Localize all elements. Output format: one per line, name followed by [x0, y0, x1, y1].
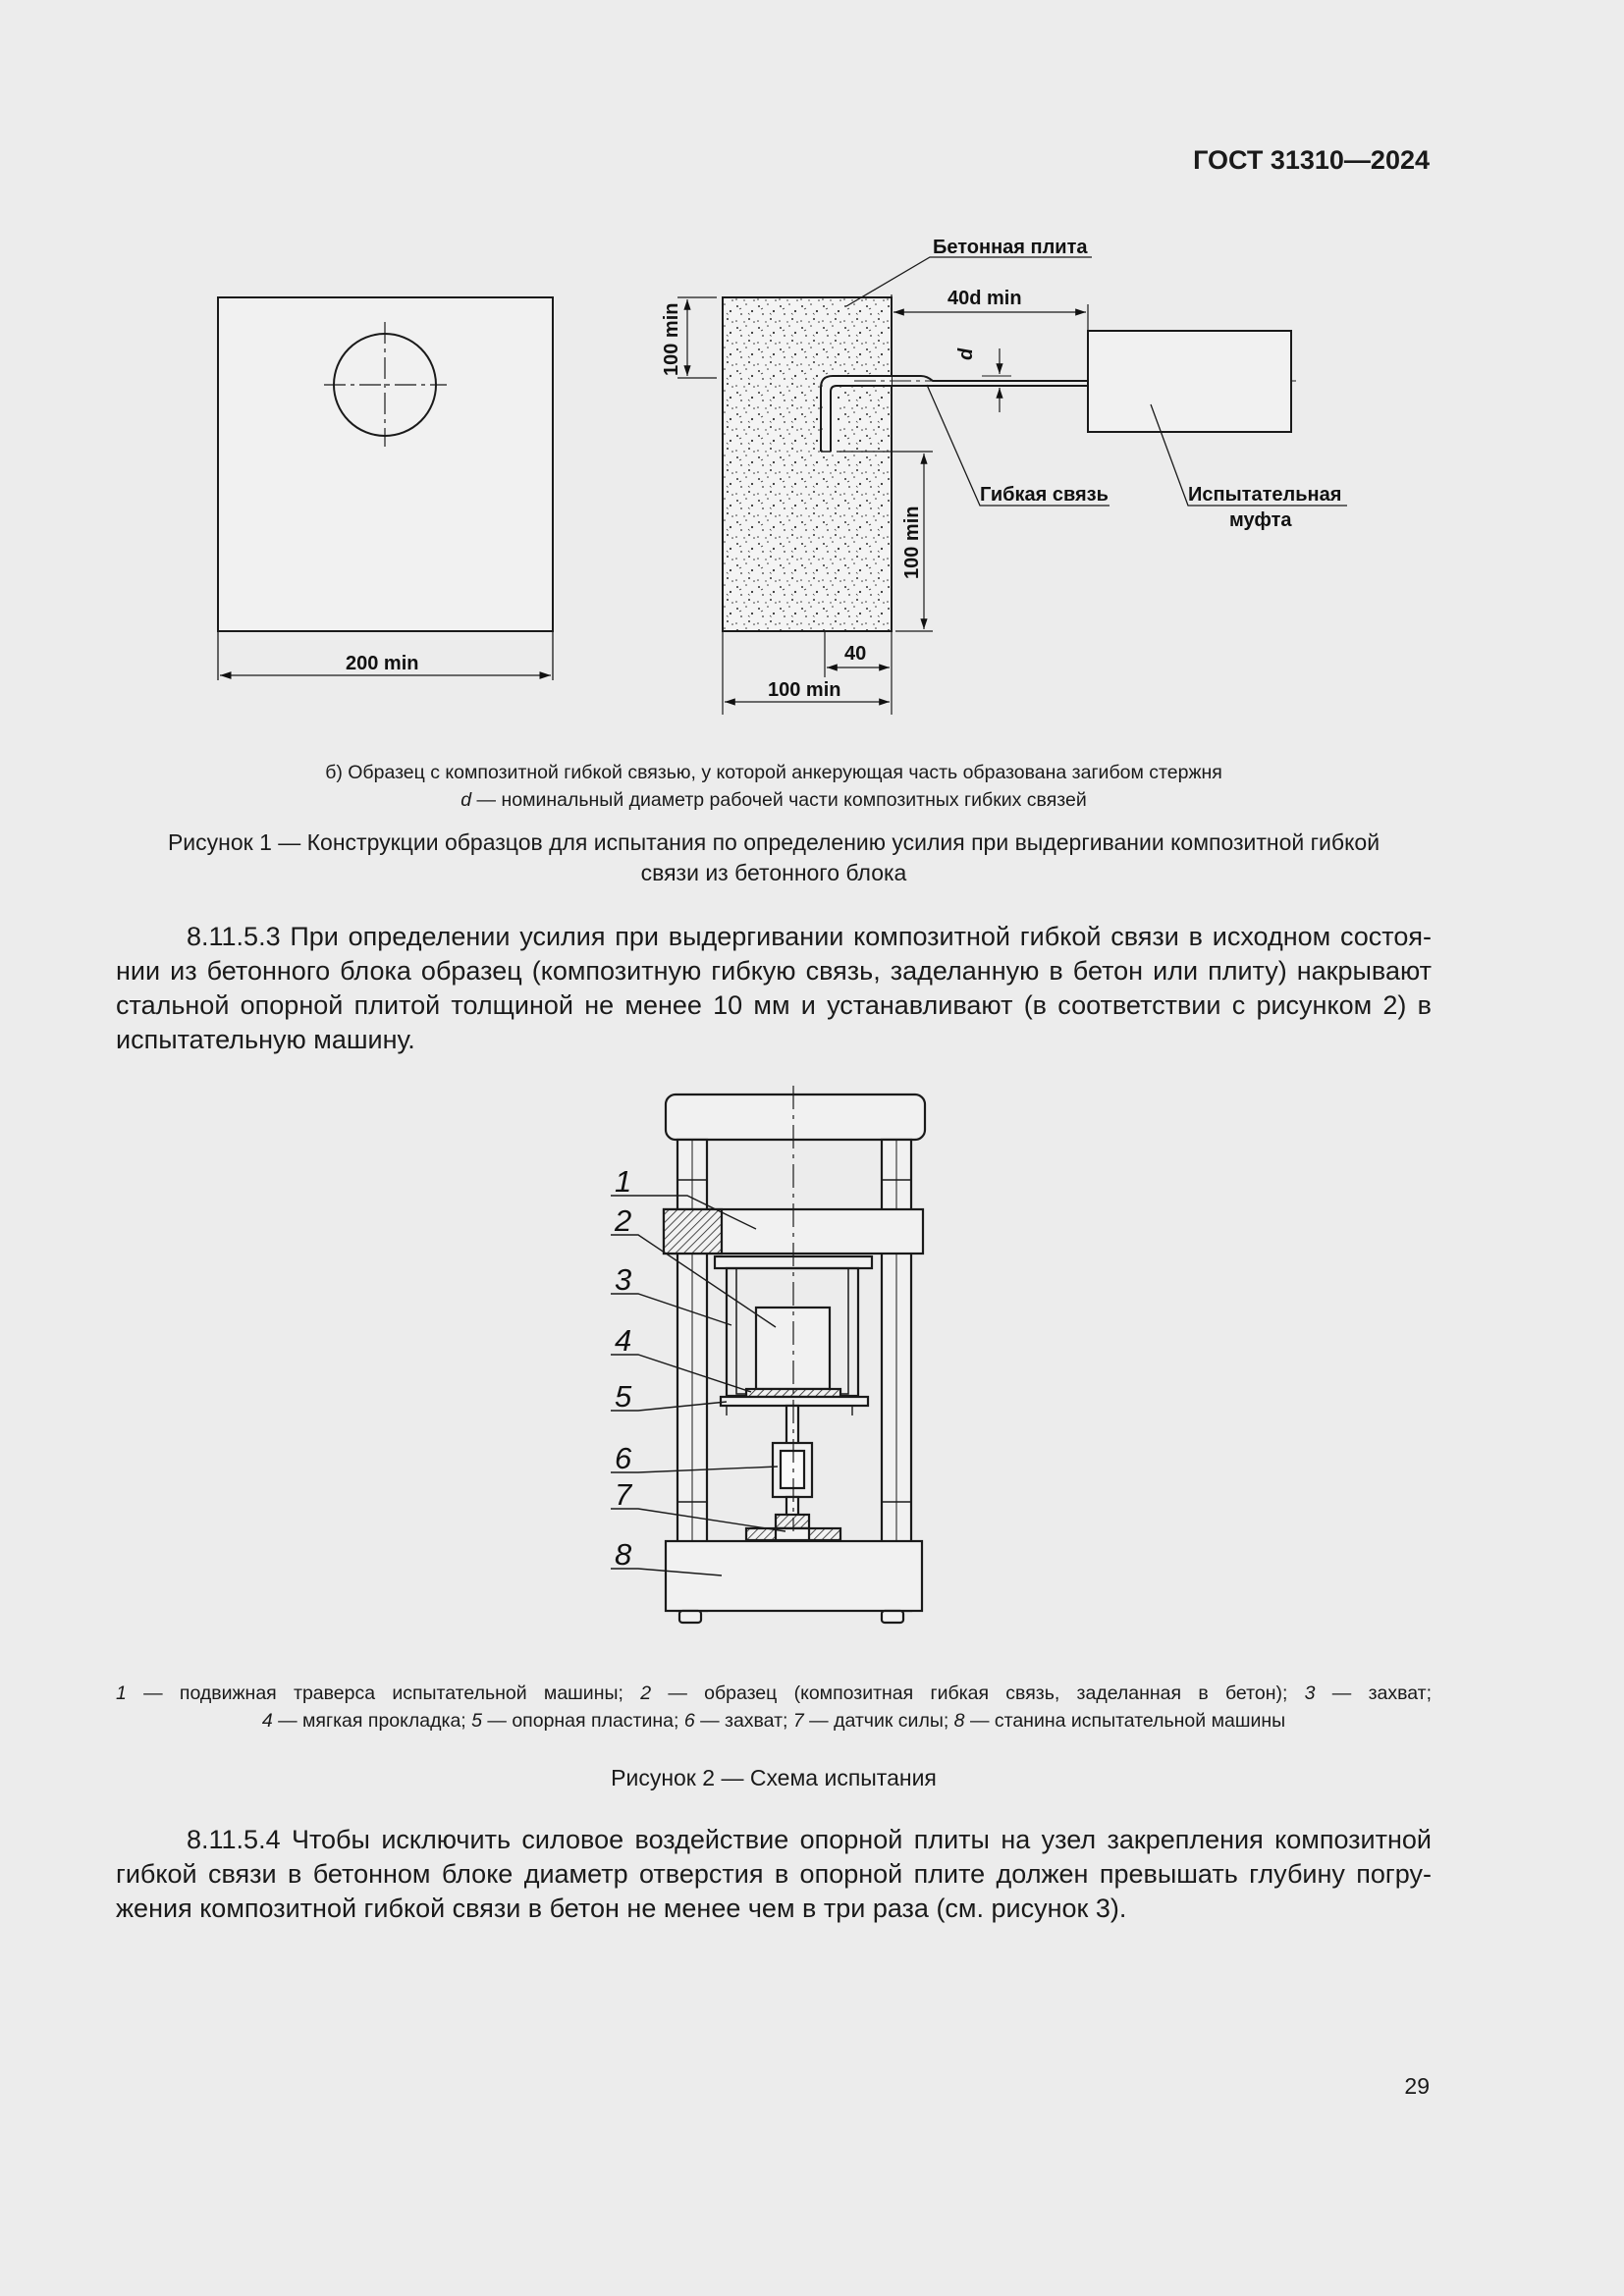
callout-2: 2	[615, 1203, 632, 1238]
dim-200-min: 200 min	[346, 653, 419, 674]
figure-2-title: Рисунок 2 — Схема испытания	[611, 1765, 937, 1790]
legend-num-6: 6	[683, 1710, 695, 1732]
label-flexible-tie: Гибкая связь	[980, 484, 1109, 506]
page-number: 29	[1404, 2073, 1430, 2099]
legend-line-1	[116, 1680, 1432, 1707]
legend-text-3: — захват;	[1315, 1682, 1433, 1704]
legend-text-8: — станина испытательной машины	[964, 1710, 1286, 1732]
standard-header: ГОСТ 31310—2024	[1193, 145, 1430, 175]
legend-num-2: 2	[640, 1682, 652, 1704]
figure-2-legend	[116, 1680, 1432, 1735]
callout-3: 3	[615, 1262, 632, 1297]
legend-num-3: 3	[1304, 1682, 1316, 1704]
callout-5: 5	[615, 1379, 632, 1414]
legend-num-5: 5	[471, 1710, 482, 1732]
paragraph-8-11-5-4-text: 8.11.5.4 Чтобы исключить силовое воздействие опорной плиты на узел закрепления композитной гибкой связи в бетонном блоке диаметр отверстия в опорной плите должен превышать глубину погружения композитной гибкой связи в бетон не менее чем в три раза (см. рисунок 3).	[116, 1825, 1432, 1923]
callout-6: 6	[615, 1441, 632, 1475]
callout-4: 4	[615, 1323, 632, 1358]
figure-1-caption-b: б) Образец с композитной гибкой связью, у которой анкерующая часть образована загибом стержня	[325, 762, 1222, 783]
figure-1-drawing	[0, 0, 1624, 746]
figure-2-drawing	[0, 1070, 1624, 1639]
caption-d-symbol: d	[460, 789, 472, 811]
callout-7: 7	[615, 1477, 632, 1512]
label-test-coupling-1: Испытательная	[1188, 484, 1342, 506]
legend-text-1: — подвижная траверса испытательной машины;	[126, 1682, 641, 1704]
paragraph-8-11-5-4	[116, 1823, 1432, 1926]
caption-d-text: — номинальный диаметр рабочей части композитных гибких связей	[471, 789, 1087, 811]
dim-100-min-bottom: 100 min	[768, 679, 841, 701]
legend-num-8: 8	[953, 1710, 965, 1732]
dim-100-min-right: 100 min	[901, 506, 923, 579]
legend-num-4: 4	[261, 1710, 273, 1732]
legend-num-1: 1	[116, 1682, 127, 1704]
legend-line-2	[116, 1707, 1432, 1735]
legend-text-6: — захват;	[694, 1710, 793, 1732]
label-test-coupling-2: муфта	[1229, 509, 1292, 531]
paragraph-8-11-5-3	[116, 920, 1432, 1057]
legend-text-7: — датчик силы;	[803, 1710, 954, 1732]
paragraph-8-11-5-3-text: 8.11.5.3 При определении усилия при выдергивании композитной гибкой связи в исходном состоянии из бетонного блока образец (композитную гибкую связь, заделанную в бетон или плиту) накрывают стальной опорной плитой толщиной не менее 10 мм и устанавливают (в соответствии с рисунком 2) в испытательную машину.	[116, 922, 1432, 1054]
callout-8: 8	[615, 1537, 632, 1572]
legend-text-5: — опорная пластина;	[481, 1710, 684, 1732]
legend-text-2: — образец (композитная гибкая связь, заделанная в бетон);	[651, 1682, 1305, 1704]
label-concrete-plate: Бетонная плита	[933, 237, 1088, 258]
figure-1-title: Рисунок 1 — Конструкции образцов для испытания по определению усилия при выдергивании композитной гибкой связи из бетонного блока	[167, 829, 1380, 885]
dim-100-min-top: 100 min	[661, 302, 682, 376]
label-d: d	[955, 347, 977, 360]
legend-num-7: 7	[792, 1710, 804, 1732]
legend-text-4: — мягкая прокладка;	[272, 1710, 472, 1732]
dim-40: 40	[844, 643, 867, 665]
callout-1: 1	[615, 1164, 632, 1199]
label-40d-min: 40d min	[947, 288, 1022, 309]
figure-1-caption-d	[116, 786, 1432, 815]
